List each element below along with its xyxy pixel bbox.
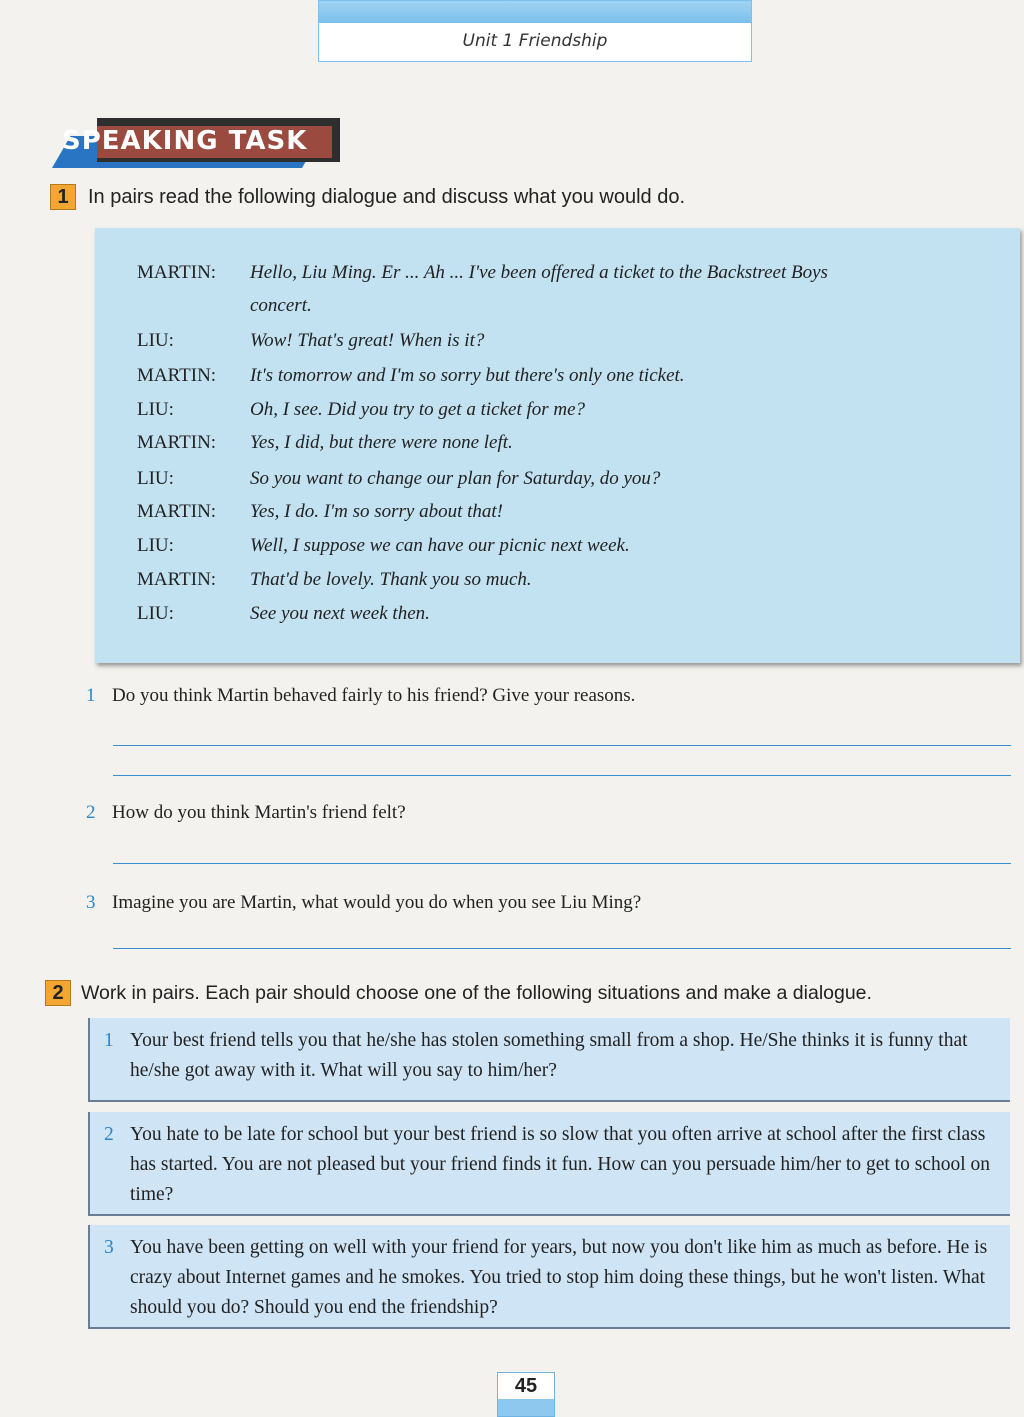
speaker: LIU: (137, 330, 174, 351)
utterance: Well, I suppose we can have our picnic next week. (250, 535, 630, 556)
speaker: MARTIN: (137, 501, 217, 522)
unit-header (318, 0, 752, 62)
question-text: Imagine you are Martin, what would you do when you see Liu Ming? (112, 892, 642, 913)
speaker: MARTIN: (137, 262, 217, 283)
unit-title: Unit 1 Friendship (462, 31, 608, 51)
situation-card (88, 1112, 1010, 1216)
header-decoration (319, 1, 751, 23)
speaker: LIU: (137, 603, 174, 624)
question (86, 802, 406, 824)
task1-instruction: In pairs read the following dialogue and discuss what you would do. (88, 186, 686, 208)
speaker: MARTIN: (137, 569, 217, 590)
utterance: Wow! That's great! When is it? (250, 330, 485, 351)
question-number: 3 (86, 892, 96, 913)
page-number-box (497, 1372, 555, 1417)
question-text: How do you think Martin's friend felt? (112, 802, 406, 823)
question (86, 685, 635, 707)
utterance: So you want to change our plan for Saturday, do you? (250, 468, 661, 489)
page-number: 45 (514, 1375, 538, 1397)
situation-number: 1 (104, 1030, 114, 1051)
utterance: concert. (250, 295, 312, 316)
utterance: Yes, I did, but there were none left. (250, 432, 513, 453)
utterance: It's tomorrow and I'm so sorry but there's only one ticket. (250, 365, 685, 386)
situation-text: You have been getting on well with your friend for years, but now you don't like him as much as before. He is crazy about Internet games and he smokes. You tried to stop him doing these things, but he won't listen. What should you do? Should you end the friendship? (130, 1237, 988, 1318)
answer-line[interactable] (113, 745, 1011, 746)
question-number: 1 (86, 685, 96, 706)
answer-line[interactable] (113, 863, 1011, 864)
utterance: Hello, Liu Ming. Er ... Ah ... I've been offered a ticket to the Backstreet Boys (250, 262, 828, 283)
utterance: See you next week then. (250, 603, 430, 624)
situation-number: 3 (104, 1237, 114, 1258)
situation-text: Your best friend tells you that he/she has stolen something small from a shop. He/She thinks it is funny that he/she got away with it. What will you say to him/her? (130, 1030, 968, 1081)
task1-heading (50, 184, 685, 210)
speaker: LIU: (137, 399, 174, 420)
question-text: Do you think Martin behaved fairly to his friend? Give your reasons. (112, 685, 636, 706)
speaker: LIU: (137, 535, 174, 556)
answer-line[interactable] (113, 948, 1011, 949)
situation-card (88, 1018, 1010, 1102)
answer-line[interactable] (113, 775, 1011, 776)
speaker: MARTIN: (137, 365, 217, 386)
utterance: Oh, I see. Did you try to get a ticket for me? (250, 399, 586, 420)
dialogue-panel (95, 228, 1020, 663)
section-banner (52, 118, 342, 170)
situation-number: 2 (104, 1124, 114, 1145)
banner-title: SPEAKING TASK (62, 126, 308, 156)
task2-instruction: Work in pairs. Each pair should choose one of the following situations and make a dialogue. (81, 982, 872, 1004)
task-number-badge: 1 (50, 184, 76, 210)
situation-text: You hate to be late for school but your best friend is so slow that you often arrive at school after the first class has started. You are not pleased but your friend finds it fun. How can you persuade him/her to get to school on time? (130, 1124, 990, 1205)
speaker: LIU: (137, 468, 174, 489)
task2-heading (45, 980, 872, 1006)
speaker: MARTIN: (137, 432, 217, 453)
situation-card (88, 1225, 1010, 1329)
task-number-badge: 2 (45, 980, 71, 1006)
utterance: That'd be lovely. Thank you so much. (250, 569, 532, 590)
question-number: 2 (86, 802, 96, 823)
question (86, 892, 641, 914)
utterance: Yes, I do. I'm so sorry about that! (250, 501, 504, 522)
